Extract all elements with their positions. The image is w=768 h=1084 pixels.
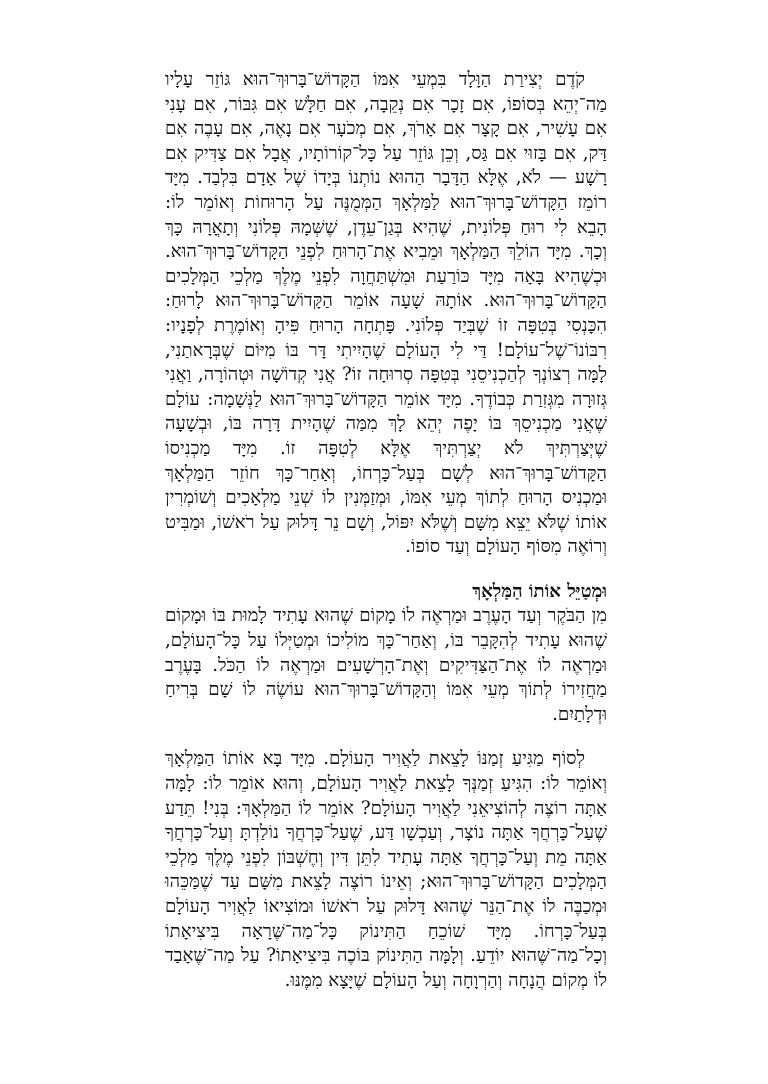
paragraph-3: לְסוֹף מַגִּיעַ זְמַנּוֹ לָצֵאת לַאֲוִיר הָעוֹלָם. מִיָּד בָּא אוֹתוֹ הַמַּלְאָךְ וְאוֹמֵר לוֹ: הִגִּיעַ זְמַנְּךָ לָצֵאת לַאֲוִיר הָעוֹלָם, וְהוּא אוֹמֵר לוֹ: לָמָּה אַתָּה רוֹצֶה לְהוֹצִיאֵנִי לַאֲוִיר הָעוֹלָם? אוֹמֵר לוֹ הַמַּלְאָךְ: בְּנִי! תֵּדַע שֶׁעַל־כָּרְחֲךָ אַתָּה נוֹצָר, וְעַכְשָׁו דַּע, שֶׁעַל־כָּרְחֲךָ נוֹלַדְתָּ וְעַל־כָּרְחֲךָ אַתָּה מֵת וְעַל־כָּרְחֲךָ אַתָּה עָתִיד לִתֵּן דִּין וְחֶשְׁבּוֹן לִפְנֵי מֶלֶךְ מַלְכֵי הַמְּלָכִים הַקָּדוֹשׁ־בָּרוּךְ־הוּא; וְאֵינוֹ רוֹצֶה לָצֵאת מִשָּׁם עַד שֶׁמַּכֵּהוּ וּמְכַבֶּה לוֹ אֶת־הַנֵּר שֶׁהוּא דָּלוּק עַל רֹאשׁוֹ וּמוֹצִיאוֹ לַאֲוִיר הָעוֹלָם בְּעַל־כָּרְחוֹ. מִיָּד שׁוֹכֵחַ הַתִּינוֹק כָּל־מַה־שֶּׁרָאָה בִּיצִיאָתוֹ וְכָל־מַה־שֶּׁהוּא יוֹדֵעַ. וְלָמָּה הַתִּינוֹק בּוֹכֶה בִּיצִיאָתוֹ? עַל מַה־שֶּׁאָבַד לוֹ מְקוֹם הֲנָחָה וְהַרְוָחָה וְעַל הָעוֹלָם שֶׁיָּצָא מִמֶּנּוּ. (165, 748, 607, 991)
paragraph-1: קֹדֶם יְצִירַת הַוָּלָד בִּמְעֵי אִמּוֹ הַקָּדוֹשׁ־בָּרוּךְ־הוּא גּוֹזֵר עָלָיו מַה־יְהֵא בְּסוֹפוֹ, אִם זָכָר אִם נְקֵבָה, אִם חַלָּשׁ אִם גִּבּוֹר, אִם עָנִי אִם עָשִׁיר, אִם קָצָר אִם אָרֹךְ, אִם מְכֹעָר אִם נָאֶה, אִם עָבֶה אִם דַּק, אִם בָּזוּי אִם גַּס, וְכֵן גּוֹזֵר עַל כָּל־קוֹרוֹתָיו, אֲבָל אִם צַדִּיק אִם רָשָׁע — לֹא, אֶלָּא הַדָּבָר הַהוּא נוֹתְנוֹ בְּיָדוֹ שֶׁל אָדָם בִּלְבַד. מִיָּד רוֹמֵז הַקָּדוֹשׁ־בָּרוּךְ־הוּא לַמַּלְאָךְ הַמְּמֻנֶּה עַל הָרוּחוֹת וְאוֹמֵר לוֹ: הָבֵא לִי רוּחַ פְּלוֹנִית, שֶׁהִיא בְּגַן־עֵדֶן, שֶׁשְּׁמָהּ פְּלוֹנִי וְתָאֳרָהּ כָּךְ וְכָךְ. מִיָּד הוֹלֵךְ הַמַּלְאָךְ וּמֵבִיא אֶת־הָרוּחַ לִפְנֵי הַקָּדוֹשׁ־בָּרוּךְ־הוּא. וּכְשֶׁהִיא בָּאָה מִיָּד כּוֹרַעַת וּמִשְׁתַּחֲוָה לִפְנֵי מֶלֶךְ מַלְכֵי הַמְּלָכִים הַקָּדוֹשׁ־בָּרוּךְ־הוּא. אוֹתָהּ שָׁעָה אוֹמֵר הַקָּדוֹשׁ־בָּרוּךְ־הוּא לָרוּחַ: הִכָּנְסִי בְּטִפָּה זוֹ שֶׁבְּיַד פְּלוֹנִי. פָּתְחָה הָרוּחַ פִּיהָ וְאוֹמֶרֶת לְפָנָיו: רִבּוֹנוֹ־שֶׁל־עוֹלָם! דַּי לִי הָעוֹלָם שֶׁהָיִיתִי דָּר בּוֹ מִיּוֹם שֶׁבְּרָאתַנִי, לָמָּה רְצוֹנְךָ לְהַכְנִיסֵנִי בְּטִפָּה סְרוּחָה זוֹ? אֲנִי קְדוֹשָׁה וּטְהוֹרָה, וַאֲנִי גְּזוּרָה מִגְּזִרַת כְּבוֹדֶךָ. מִיָּד אוֹמֵר הַקָּדוֹשׁ־בָּרוּךְ־הוּא לַנְּשָׁמָה: עוֹלָם שֶׁאֲנִי מַכְנִיסֵךְ בּוֹ יָפֶה יְהֵא לָךְ מִמַּה שֶׁהָיִית דָּרָה בּוֹ, וּבְשָׁעָה שֶׁיְּצַרְתִּיךְ לֹא יְצַרְתִּיךְ אֶלָּא לְטִפָּה זוֹ. מִיָּד מַכְנִיסוֹ הַקָּדוֹשׁ־בָּרוּךְ־הוּא לְשָׁם בְּעַל־כָּרְחוֹ, וְאַחַר־כָּךְ חוֹזֵר הַמַּלְאָךְ וּמַכְנִיס הָרוּחַ לְתוֹךְ מְעֵי אִמּוֹ, וּמְזַמְּנִין לוֹ שְׁנֵי מַלְאָכִים וְשׁוֹמְרִין אוֹתוֹ שֶׁלֹּא יֵצֵא מִשָּׁם וְשֶׁלֹּא יִפּוֹל, וְשָׁם נֵר דָּלוּק עַל רֹאשׁוֹ, וּמַבִּיט וְרוֹאֶה מִסּוֹף הָעוֹלָם וְעַד סוֹפוֹ. (165, 69, 607, 558)
paragraph-2: מִן הַבֹּקֶר וְעַד הָעֶרֶב וּמַרְאֶה לוֹ מָקוֹם שֶׁהוּא עָתִיד לָמוּת בּוֹ וּמָקוֹם שֶׁהוּא עָתִיד לְהִקָּבֵר בּוֹ, וְאַחַר־כָּךְ מוֹלִיכוֹ וּמְטַיְּלוֹ עַל כָּל־הָעוֹלָם, וּמַרְאֶה לוֹ אֶת־הַצַּדִּיקִים וְאֶת־הָרְשָׁעִים וּמַרְאֶה לוֹ הַכֹּל. בָּעֶרֶב מַחֲזִירוֹ לְתוֹךְ מְעֵי אִמּוֹ וְהַקָּדוֹשׁ־בָּרוּךְ־הוּא עוֹשֶׂה לוֹ שָׁם בְּרִיחַ וּדְלָתַיִם. (165, 605, 607, 725)
paragraph-2-opening: וּמְטַיֵּל אוֹתוֹ הַמַּלְאָךְ (472, 580, 607, 602)
paragraph-gap (165, 727, 607, 747)
document-page (165, 68, 607, 993)
paragraph-gap (165, 560, 607, 580)
